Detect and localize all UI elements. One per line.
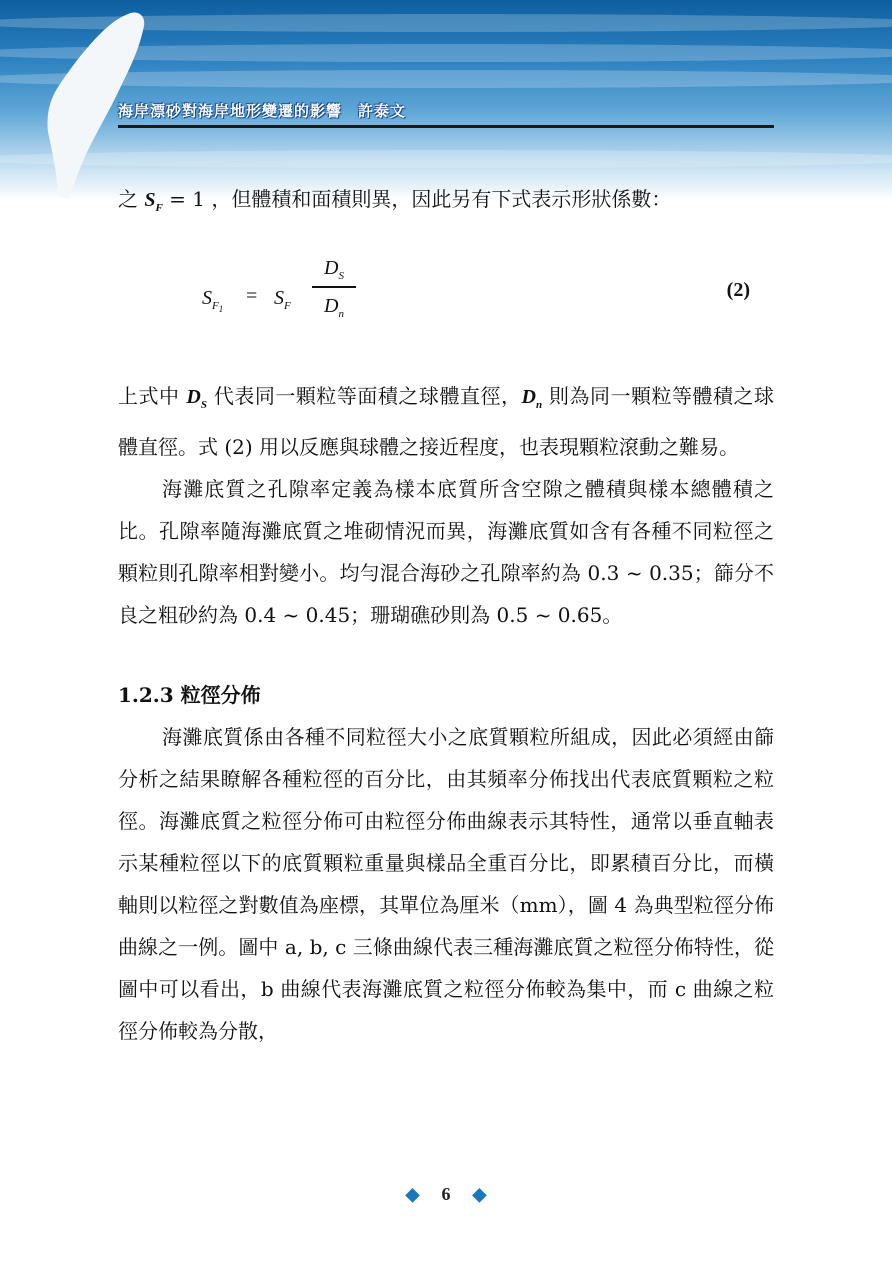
section-heading: 1.2.3 粒徑分佈 bbox=[118, 683, 261, 707]
header-banner bbox=[0, 0, 892, 200]
running-header-title: 海岸漂砂對海岸地形變遷的影響 許泰文 bbox=[118, 102, 407, 120]
paragraph-shape-factor-intro: 之 $S_F = 1$ ，但體積和面積則異，因此另有下式表示形狀係數： bbox=[118, 187, 672, 214]
paragraph-diameter-definition: 上式中 $D_S$ 代表同一顆粒等面積之球體直徑，$D_n$ 則為同一顆粒等體積之球體直徑。式 (2) 用以反應與球體之接近程度，也表現顆粒滾動之難易。 bbox=[118, 384, 775, 459]
equation-fraction: $D_S$ $D_n$ bbox=[312, 253, 356, 321]
equation-number: (2) bbox=[726, 279, 750, 301]
page-footer bbox=[0, 1184, 892, 1205]
paragraph-porosity: 海灘底質之孔隙率定義為樣本底質所含空隙之體積與樣本總體積之比。孔隙率隨海灘底質之堆砌情況而異，海灘底質如含有各種不同粒徑之顆粒則孔隙率相對變小。均勻混合海砂之孔隙率約為 0.3 ~ 0.35；篩分不良之粗砂約為 0.4 ~ 0.45；珊瑚礁砂則為 0.5 ~ 0.65。 bbox=[118, 477, 774, 627]
header-rule bbox=[118, 125, 774, 128]
paragraph-grain-size-distribution: 海灘底質係由各種不同粒徑大小之底質顆粒所組成，因此必須經由篩分析之結果瞭解各種粒徑的百分比，由其頻率分佈找出代表底質顆粒之粒徑。海灘底質之粒徑分佈可由粒徑分佈曲線表示其特性，通常以垂直軸表示某種粒徑以下的底質顆粒重量與樣品全重百分比，即累積百分比，而橫軸則以粒徑之對數值為座標，其單位為厘米（mm），圖 4 為典型粒徑分佈曲線之一例。圖中 a, b, c 三條曲線代表三種海灘底質之粒徑分佈特性，從圖中可以看出，b 曲線代表海灘底質之粒徑分佈較為集中，而 c 曲線之粒徑分佈較為分散， bbox=[118, 725, 774, 1043]
page-body bbox=[118, 178, 774, 1052]
diamond-icon: ◆ bbox=[405, 1184, 420, 1204]
diamond-icon: ◆ bbox=[472, 1184, 487, 1204]
page-number: 6 bbox=[441, 1184, 451, 1204]
equation-2: $S_{F_1}$ = $S_F$ $D_S$ $D_n$ (2) bbox=[118, 243, 774, 361]
